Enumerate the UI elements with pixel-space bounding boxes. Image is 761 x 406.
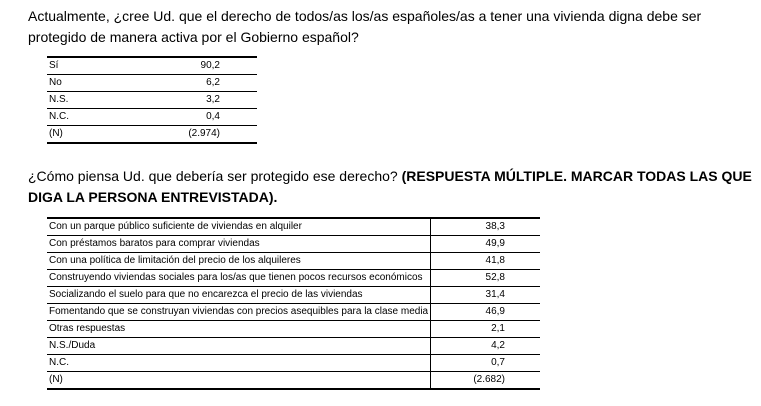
table-row — [47, 321, 540, 338]
row-label: No — [47, 75, 100, 92]
question-2-text-regular: ¿Cómo piensa Ud. que debería ser protegido ese derecho? — [28, 168, 402, 184]
row-label: Sí — [47, 57, 100, 75]
table-row — [47, 92, 257, 109]
total-row — [47, 126, 257, 144]
table-row — [47, 338, 540, 355]
table-row — [47, 355, 540, 372]
row-value: 6,2 — [100, 75, 257, 92]
table-row — [47, 236, 540, 253]
total-row — [47, 372, 540, 390]
table-row — [47, 57, 257, 75]
total-value: (2.974) — [100, 126, 257, 144]
question-2-table — [47, 217, 540, 390]
row-label: N.C. — [47, 109, 100, 126]
row-value: 49,9 — [431, 236, 540, 253]
question-2-text-bold: (RESPUESTA MÚLTIPLE. MARCAR TODAS LAS QUE DIGA LA PERSONA ENTREVISTADA). — [28, 168, 752, 205]
row-value: 90,2 — [100, 57, 257, 75]
row-label: N.S./Duda — [47, 338, 431, 355]
row-value: 4,2 — [431, 338, 540, 355]
row-value: 0,7 — [431, 355, 540, 372]
table-row — [47, 218, 540, 236]
row-value: 3,2 — [100, 92, 257, 109]
question-2-text — [28, 166, 756, 208]
row-value: 41,8 — [431, 253, 540, 270]
row-label: Con un parque público suficiente de viviendas en alquiler — [47, 218, 431, 236]
row-label: Construyendo viviendas sociales para los/as que tienen pocos recursos económicos — [47, 270, 431, 287]
table-row — [47, 253, 540, 270]
row-value: 0,4 — [100, 109, 257, 126]
row-label: Con una política de limitación del precio de los alquileres — [47, 253, 431, 270]
total-value: (2.682) — [431, 372, 540, 390]
row-label: Otras respuestas — [47, 321, 431, 338]
row-label: Socializando el suelo para que no encarezca el precio de las viviendas — [47, 287, 431, 304]
table-row — [47, 287, 540, 304]
total-label: (N) — [47, 372, 431, 390]
table-row — [47, 304, 540, 321]
row-label: N.S. — [47, 92, 100, 109]
table-row — [47, 270, 540, 287]
row-label: Con préstamos baratos para comprar viviendas — [47, 236, 431, 253]
row-label: Fomentando que se construyan viviendas con precios asequibles para la clase media — [47, 304, 431, 321]
row-label: N.C. — [47, 355, 431, 372]
row-value: 52,8 — [431, 270, 540, 287]
row-value: 46,9 — [431, 304, 540, 321]
question-1-text: Actualmente, ¿cree Ud. que el derecho de todos/as los/as españoles/as a tener una vivienda digna debe ser protegido de manera activa por el Gobierno español? — [28, 8, 702, 45]
row-value: 31,4 — [431, 287, 540, 304]
row-value: 2,1 — [431, 321, 540, 338]
table-row — [47, 75, 257, 92]
total-label: (N) — [47, 126, 100, 144]
question-1-table — [47, 56, 257, 144]
table-row — [47, 109, 257, 126]
row-value: 38,3 — [431, 218, 540, 236]
